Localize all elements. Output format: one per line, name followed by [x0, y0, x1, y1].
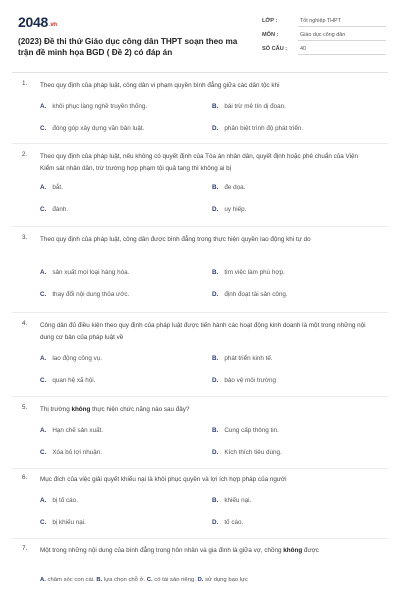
document-title: (2023) Đề thi thử Giáo dục công dân THPT soạn theo ma trận đề minh họa BGD ( Đề 2) có đáp án	[18, 37, 238, 57]
answer-option-b[interactable]	[212, 496, 251, 506]
option-letter: C.	[146, 577, 153, 583]
answer-option-d[interactable]	[212, 124, 303, 134]
question-text: Theo quy định của pháp luật, nếu không có quyết định của Tòa án nhân dân, quyết định hoặc phê chuẩn của Viện Kiểm sát nhân dân, trừ trường hợp phạm tội quả tang thì không ai bị	[40, 153, 359, 172]
option-text: Hạn chế sản xuất.	[52, 427, 104, 434]
option-letter: B.	[212, 103, 219, 110]
option-text: bị tố cáo.	[52, 497, 78, 504]
stem-part: Một trong những nội dung của bình đẳng trong hôn nhân và gia đình là giữa vợ, chồng	[40, 547, 284, 554]
meta-label: SỐ CÂU :	[262, 46, 288, 52]
answer-option-a[interactable]	[40, 183, 63, 193]
logo-text: 2048	[18, 14, 48, 30]
site-logo[interactable]	[18, 14, 57, 30]
document-meta	[262, 14, 386, 56]
question-divider	[12, 468, 388, 469]
stem-emphasis: không	[71, 406, 91, 413]
option-letter: B.	[96, 577, 103, 583]
option-text: định đoạt tài sản công.	[224, 291, 288, 298]
question-number: 5.	[22, 404, 28, 411]
stem-part: thực hiện chức năng nào sau đây?	[90, 406, 190, 413]
answer-option-d[interactable]	[212, 518, 243, 528]
option-letter: A.	[40, 355, 47, 362]
option-letter: C.	[40, 206, 47, 213]
answer-option-b[interactable]	[212, 102, 286, 112]
meta-value: Tốt nghiệp THPT	[298, 15, 386, 27]
answer-option-c[interactable]	[40, 376, 95, 386]
question-number: 4.	[22, 320, 28, 327]
answer-option-a[interactable]	[40, 426, 103, 436]
stem-part: Thị trường	[40, 406, 72, 413]
option-text: sử dụng bạo lực	[205, 577, 249, 583]
option-text: đóng góp xây dựng văn bản luật.	[52, 125, 145, 132]
meta-value: 40	[298, 43, 386, 55]
logo-suffix: .vn	[48, 22, 57, 28]
option-letter: C.	[40, 377, 47, 384]
meta-label: LỚP :	[262, 18, 278, 24]
question-divider	[12, 396, 388, 397]
answer-option-c[interactable]	[40, 290, 129, 300]
question-stem	[22, 545, 368, 557]
option-text: phát triển kinh tế.	[224, 355, 273, 362]
answer-option-a[interactable]	[40, 496, 78, 506]
option-text: uy hiếp.	[224, 206, 247, 213]
answer-option-c[interactable]	[40, 518, 86, 528]
answer-option-b[interactable]	[212, 183, 245, 193]
answer-options-inline	[40, 577, 248, 583]
option-letter: D.	[212, 519, 219, 526]
answer-option-a[interactable]	[40, 268, 129, 278]
option-text: tìm việc làm phù hợp.	[224, 269, 285, 276]
option-letter: C.	[40, 125, 47, 132]
option-text: bị khiếu nại.	[52, 519, 86, 526]
option-letter: A.	[40, 184, 47, 191]
option-text: sản xuất mọi loại hàng hóa.	[52, 269, 130, 276]
question-number: 6.	[22, 474, 28, 481]
question-divider	[12, 312, 388, 313]
option-text: khiếu nại.	[224, 497, 252, 504]
question-stem	[22, 474, 368, 486]
answer-option-b[interactable]	[212, 354, 273, 364]
question-number: 3.	[22, 234, 28, 241]
question-text	[22, 545, 368, 557]
question-divider	[12, 143, 388, 144]
question-stem	[22, 151, 368, 174]
answer-option-c[interactable]	[40, 448, 102, 458]
answer-option-d[interactable]	[212, 448, 282, 458]
question-number: 2.	[22, 151, 28, 158]
answer-option-b[interactable]	[212, 426, 279, 436]
option-letter: C.	[40, 519, 47, 526]
option-text: Cung cấp thông tin.	[224, 427, 279, 434]
option-text: chăm sóc con cái.	[47, 577, 95, 583]
question-text: Theo quy định của pháp luật, công dân vi phạm quyền bình đẳng giữa các dân tộc khi	[40, 82, 280, 89]
answer-option-d[interactable]	[212, 205, 246, 215]
option-letter: D.	[212, 125, 219, 132]
option-text: đe dọa.	[224, 184, 246, 191]
question-text: Theo quy định của pháp luật, công dân được bình đẳng trong thực hiện quyền lao động khi tự do	[40, 236, 311, 243]
option-text: Xóa bỏ lợi nhuận.	[52, 449, 102, 456]
option-text: phân biệt trình độ phát triển.	[224, 125, 304, 132]
meta-label: MÔN :	[262, 32, 279, 38]
meta-row-count	[262, 42, 386, 56]
stem-part: được	[302, 547, 319, 554]
answer-option-a[interactable]	[40, 354, 102, 364]
option-text: quan hệ xã hội.	[52, 377, 96, 384]
option-letter: D.	[212, 377, 219, 384]
option-letter: D.	[212, 206, 219, 213]
meta-row-class	[262, 14, 386, 28]
meta-value: Giáo dục công dân	[298, 29, 386, 41]
question-text: Công dân đủ điều kiện theo quy định của pháp luật được tiến hành các hoạt động kinh doanh là một trong những nội dung cơ bản của pháp luật về	[40, 322, 366, 341]
option-letter: B.	[212, 355, 219, 362]
option-letter: C.	[40, 291, 47, 298]
document-header	[14, 10, 386, 62]
option-text: bảo vệ môi trường	[224, 377, 277, 384]
answer-option-d[interactable]	[212, 290, 288, 300]
option-text: Kích thích tiêu dùng.	[224, 449, 282, 456]
option-letter: A.	[40, 103, 47, 110]
question-number: 1.	[22, 80, 28, 87]
question-number: 7.	[22, 545, 28, 552]
meta-row-subject	[262, 28, 386, 42]
answer-option-c[interactable]	[40, 205, 68, 215]
option-letter: A.	[40, 577, 46, 583]
option-text: thay đổi nội dung thỏa ước.	[52, 291, 130, 298]
option-text: khôi phục làng nghề truyền thống.	[52, 103, 148, 110]
option-text: lao động công vụ.	[52, 355, 103, 362]
question-stem	[22, 80, 368, 92]
answer-option-c[interactable]	[147, 577, 196, 583]
option-letter: C.	[40, 449, 47, 456]
option-text: tố cáo.	[224, 519, 244, 526]
answer-option-b[interactable]	[96, 577, 145, 583]
question-stem	[22, 404, 368, 416]
question-divider	[12, 538, 388, 539]
question-stem	[22, 234, 368, 246]
option-text: có tài sản riêng.	[154, 577, 196, 583]
option-letter: A.	[40, 269, 47, 276]
option-letter: D.	[197, 577, 204, 583]
answer-option-c[interactable]	[40, 124, 144, 134]
question-stem	[22, 320, 368, 343]
option-text: đánh.	[52, 206, 69, 213]
question-divider	[12, 226, 388, 227]
answer-option-a[interactable]	[40, 577, 95, 583]
option-letter: D.	[212, 291, 219, 298]
question-text	[22, 404, 368, 416]
answer-option-a[interactable]	[40, 102, 147, 112]
option-letter: A.	[40, 427, 47, 434]
option-text: bài trừ mê tín dị đoan.	[224, 103, 286, 110]
stem-emphasis: không	[283, 547, 303, 554]
header-divider	[12, 72, 388, 73]
question-text: Mục đích của việc giải quyết khiếu nại là khôi phục quyền và lợi ích hợp pháp của người	[40, 476, 287, 483]
answer-option-b[interactable]	[212, 268, 285, 278]
option-text: lựa chọn chỗ ở.	[103, 577, 146, 583]
answer-option-d[interactable]	[212, 376, 276, 386]
option-letter: B.	[212, 427, 219, 434]
option-letter: B.	[212, 497, 219, 504]
option-letter: B.	[212, 184, 219, 191]
option-letter: D.	[212, 449, 219, 456]
option-letter: B.	[212, 269, 219, 276]
answer-option-d[interactable]	[198, 577, 248, 583]
option-letter: A.	[40, 497, 47, 504]
option-text: bắt.	[52, 184, 63, 191]
